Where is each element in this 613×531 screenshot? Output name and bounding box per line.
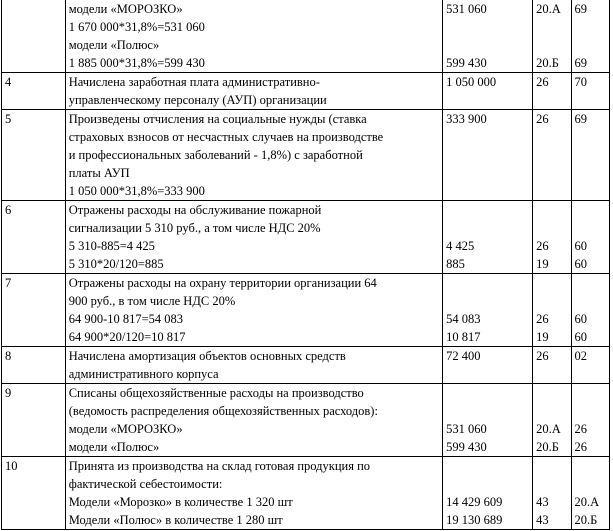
operation-description-cell (65, 384, 442, 457)
credit-line: 69 (574, 112, 588, 126)
credit-account-cell (571, 110, 609, 201)
credit-line: 26 (574, 422, 588, 436)
credit-line (575, 36, 606, 54)
desc-line: модели «МОРОЗКО» (68, 2, 183, 16)
desc-line: фактической себестоимости: (68, 477, 223, 491)
desc-line: Принята из производства на склад готовая продукция по (68, 459, 371, 473)
amount-line: 72 400 (446, 349, 481, 363)
credit-line (575, 402, 606, 420)
desc-line: модели «Полюс» (68, 440, 160, 454)
desc-line: административного корпуса (68, 367, 219, 381)
amount-cell (443, 0, 533, 73)
debit-account-cell (533, 73, 571, 110)
amount-line: 599 430 (446, 440, 487, 454)
credit-account-cell (571, 0, 609, 73)
desc-line: 64 900-10 817=54 083 (68, 312, 184, 326)
amount-line: 1 050 000 (446, 75, 497, 89)
amount-line: 54 083 (446, 312, 481, 326)
operation-description-cell (65, 110, 442, 201)
desc-line: и профессиональных заболеваний - 1,8%) с заработной (68, 148, 363, 162)
debit-line: 19 (536, 257, 549, 271)
amount-line: 599 430 (446, 56, 487, 70)
debit-line (536, 201, 567, 219)
amount-cell (443, 347, 533, 384)
amount-line: 10 817 (446, 330, 481, 344)
debit-line (536, 219, 567, 237)
debit-account-cell (533, 457, 571, 530)
debit-account-cell (533, 274, 571, 347)
debit-line: 26 (536, 112, 549, 126)
credit-line (575, 18, 606, 36)
debit-account-cell (533, 347, 571, 384)
credit-line: 26 (574, 440, 588, 454)
entry-number-cell (2, 201, 66, 274)
entry-number-cell (2, 384, 66, 457)
desc-line: модели «МОРОЗКО» (68, 422, 183, 436)
credit-line (575, 274, 606, 292)
num-text: 8 (5, 349, 12, 363)
amount-line: 14 429 609 (446, 495, 503, 509)
amount-line (446, 36, 529, 54)
entry-number-cell (2, 0, 66, 73)
debit-line: 20.А (536, 422, 561, 436)
num-text: 5 (5, 112, 12, 126)
debit-line: 20.Б (536, 440, 559, 454)
num-text: 6 (5, 203, 12, 217)
num-text: 4 (5, 75, 12, 89)
credit-line (575, 292, 606, 310)
debit-line: 20.Б (536, 56, 559, 70)
desc-line: платы АУП (68, 166, 130, 180)
debit-line: 26 (536, 312, 549, 326)
desc-line: 1 670 000*31,8%=531 060 (68, 20, 205, 34)
desc-line: Начислена заработная плата административно- (68, 75, 320, 89)
debit-account-cell (533, 110, 571, 201)
amount-line (446, 475, 529, 493)
credit-line (575, 475, 606, 493)
amount-line (446, 457, 529, 475)
credit-line: 69 (574, 56, 588, 70)
amount-line (446, 292, 529, 310)
amount-line: 885 (446, 257, 465, 271)
table-row (2, 0, 610, 73)
entry-number-cell (2, 274, 66, 347)
table-row (2, 201, 610, 274)
desc-line: 900 руб., в том числе НДС 20% (68, 294, 236, 308)
debit-line: 20.А (536, 2, 561, 16)
credit-line: 20.Б (574, 513, 598, 527)
debit-line: 26 (536, 349, 549, 363)
debit-line: 26 (536, 75, 549, 89)
credit-line (575, 457, 606, 475)
debit-line (536, 36, 567, 54)
table-row (2, 110, 610, 201)
amount-line (446, 384, 529, 402)
num-text: 9 (5, 386, 12, 400)
desc-line: 5 310*20/120=885 (68, 257, 164, 271)
desc-line: 1 885 000*31,8%=599 430 (68, 56, 205, 70)
operation-description-cell (65, 457, 442, 530)
credit-line: 20.А (574, 495, 600, 509)
amount-cell (443, 384, 533, 457)
credit-line: 60 (574, 330, 588, 344)
table-row (2, 274, 610, 347)
credit-line (575, 201, 606, 219)
debit-line (536, 18, 567, 36)
credit-line (575, 384, 606, 402)
debit-line (536, 384, 567, 402)
amount-line (446, 274, 529, 292)
desc-line: модели «Полюс» (68, 38, 160, 52)
desc-line: управленческому персоналу (АУП) организации (68, 93, 327, 107)
amount-line: 531 060 (446, 2, 487, 16)
debit-line: 43 (536, 513, 549, 527)
desc-line: Произведены отчисления на социальные нужды (ставка (68, 112, 367, 126)
desc-line: Отражены расходы на охрану территории организации 64 (68, 276, 377, 290)
desc-line: Списаны общехозяйственные расходы на производство (68, 386, 364, 400)
desc-line: 5 310-885=4 425 (68, 239, 155, 253)
amount-cell (443, 457, 533, 530)
table-body (2, 0, 610, 530)
desc-line: 1 050 000*31,8%=333 900 (68, 184, 205, 198)
operation-description-cell (65, 274, 442, 347)
operation-description-cell (65, 347, 442, 384)
table-row (2, 347, 610, 384)
credit-account-cell (571, 274, 609, 347)
debit-account-cell (533, 201, 571, 274)
entry-number-cell (2, 110, 66, 201)
credit-line: 70 (574, 75, 588, 89)
amount-line: 19 130 689 (446, 513, 503, 527)
table-row (2, 457, 610, 530)
amount-line (446, 18, 529, 36)
debit-line: 43 (536, 495, 549, 509)
table-row (2, 73, 610, 110)
amount-line (446, 201, 529, 219)
operation-description-cell (65, 201, 442, 274)
amount-cell (443, 274, 533, 347)
debit-account-cell (533, 0, 571, 73)
debit-line: 19 (536, 330, 549, 344)
credit-account-cell (571, 384, 609, 457)
debit-line (536, 402, 567, 420)
debit-line: 26 (536, 239, 549, 253)
credit-account-cell (571, 457, 609, 530)
credit-account-cell (571, 73, 609, 110)
debit-account-cell (533, 384, 571, 457)
desc-line: страховых взносов от несчастных случаев на производстве (68, 130, 384, 144)
amount-line: 531 060 (446, 422, 487, 436)
desc-line: Начислена амортизация объектов основных средств (68, 349, 346, 363)
desc-line: (ведомость распределения общехозяйственных расходов): (68, 404, 378, 418)
debit-line (536, 457, 567, 475)
operation-description-cell (65, 73, 442, 110)
amount-cell (443, 73, 533, 110)
accounting-entries-table (1, 0, 610, 530)
credit-line: 69 (574, 2, 588, 16)
credit-account-cell (571, 347, 609, 384)
entry-number-cell (2, 73, 66, 110)
num-text: 10 (5, 459, 18, 473)
amount-cell (443, 110, 533, 201)
desc-line: Модели «Полюс» в количестве 1 280 шт (68, 513, 283, 527)
amount-cell (443, 201, 533, 274)
desc-line: Отражены расходы на обслуживание пожарной (68, 203, 322, 217)
desc-line: 64 900*20/120=10 817 (68, 330, 186, 344)
credit-line (575, 219, 606, 237)
table-row (2, 384, 610, 457)
amount-line: 333 900 (446, 112, 487, 126)
credit-account-cell (571, 201, 609, 274)
operation-description-cell (65, 0, 442, 73)
debit-line (536, 292, 567, 310)
num-text (5, 0, 62, 18)
desc-line: Модели «Морозко» в количестве 1 320 шт (68, 495, 293, 509)
credit-line: 02 (574, 349, 588, 363)
debit-line (536, 475, 567, 493)
entry-number-cell (2, 347, 66, 384)
amount-line (446, 219, 529, 237)
desc-line: сигнализации 5 310 руб., а том числе НДС 20% (68, 221, 321, 235)
credit-line: 60 (574, 239, 588, 253)
debit-line (536, 274, 567, 292)
credit-line: 60 (574, 257, 588, 271)
num-text: 7 (5, 276, 12, 290)
amount-line (446, 402, 529, 420)
amount-line: 4 425 (446, 239, 475, 253)
credit-line: 60 (574, 312, 588, 326)
entry-number-cell (2, 457, 66, 530)
